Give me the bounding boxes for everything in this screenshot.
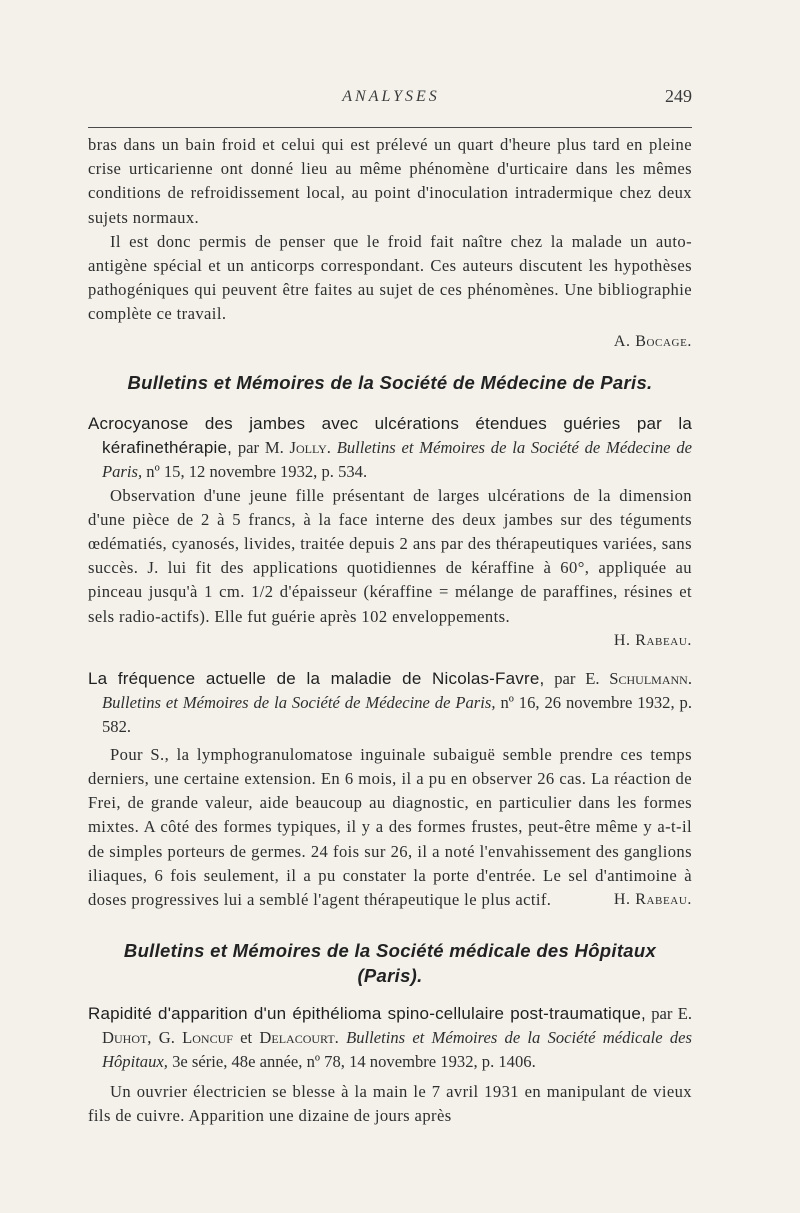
running-head: ANALYSES — [342, 88, 440, 105]
article1-title: Acrocyanose des jambes avec ulcérations étendues guéries par la kérafinethérapie, — [88, 413, 692, 457]
article2-citation — [88, 667, 692, 739]
section1-heading: Bulletins et Mémoires de la Société de Médecine de Paris. — [127, 371, 653, 393]
article3-author2-initial: G. — [158, 1028, 175, 1048]
article3-ref: 3e série, 48e année, nº 78, 14 novembre 1932, p. 1406. — [172, 1052, 536, 1072]
header-rule — [88, 127, 692, 128]
intro-signature: A. Bocage. — [613, 332, 692, 350]
article3-author2: Loncuf — [182, 1028, 233, 1048]
page-header — [90, 84, 692, 114]
section2-heading-line2: (Paris). — [357, 965, 423, 987]
article3-by: par E. — [651, 1004, 692, 1024]
article1-by: par M. — [237, 437, 284, 457]
intro-paragraph-2: Il est donc permis de penser que le froid fait naître chez la malade un auto-antigène spécial et un anticorps correspondant. Ces auteurs discutent les hypothèses pathogéniques qui peuvent être faites au sujet de ces phénomènes. Une bibliographie complète ce travail. — [88, 231, 692, 324]
article1-ref: nº 15, 12 novembre 1932, p. 534. — [146, 461, 368, 481]
article2-journal: Bulletins et Mémoires de la Société de Médecine de Paris, — [102, 692, 496, 712]
section2-heading-line1: Bulletins et Mémoires de la Société médicale des Hôpitaux — [123, 940, 657, 962]
article3-and: et — [240, 1028, 253, 1048]
article2-signature: H. Rabeau. — [613, 891, 692, 909]
page-number: 249 — [665, 86, 692, 106]
intro-paragraph-1: bras dans un bain froid et celui qui est prélevé un quart d'heure plus tard en pleine crise urticarienne ont donné lieu au même phénomène d'urticaire dans les mêmes conditions de refroidissement local, au point d'inoculation intradermique chez deux sujets normaux. — [88, 135, 692, 227]
article3-title: Rapidité d'apparition d'un épithélioma spino-cellulaire post-traumatique, — [88, 1004, 646, 1024]
article2-title: La fréquence actuelle de la maladie de Nicolas-Favre, — [88, 668, 545, 688]
article2-ref: nº 16, 26 novembre 1932, p. 582. — [102, 692, 693, 736]
article2-body: Pour S., la lymphogranulomatose inguinale subaiguë semble prendre ces temps derniers, une certaine extension. En 6 mois, il a pu en observer 26 cas. La réaction de Frei, de grande valeur, aide beaucoup au diagnostic, en particulier dans les formes mixtes. A côté des formes typiques, il y a des formes frustes, peut-être même y a-t-il de simples porteurs de germes. 24 fois sur 26, il a noté l'envahissement des ganglions iliaques, 6 fois seulement, il a pu constater la porte d'entrée. Le sel d'antimoine à doses progressives lui a semblé l'agent thérapeutique le plus actif. — [88, 744, 692, 910]
article3-author1: Duhot, — [102, 1028, 152, 1048]
article1-journal: Bulletins et Mémoires de la Société de Médecine de Paris, — [102, 437, 692, 481]
article1-author: Jolly. — [289, 437, 331, 457]
article2-author: Schulmann. — [609, 668, 692, 688]
article1-signature: H. Rabeau. — [613, 631, 692, 649]
article3-citation — [88, 1002, 692, 1074]
article3-author3: Delacourt. — [259, 1028, 339, 1048]
section2-heading — [88, 938, 692, 988]
article2-by: par E. — [554, 668, 600, 688]
article1-body: Observation d'une jeune fille présentant de larges ulcérations de la dimension d'une pièce de 2 à 5 francs, à la face interne des deux jambes sur des téguments œdématiés, cyanosés, livides, traitée depuis 2 ans par des thérapeutiques variées, sans succès. J. lui fit des applications quotidiennes de kéraffine à 60°, appliquée au pinceau jusqu'à 1 cm. 1/2 d'épaisseur (kéraffine = mélange de paraffines, résines et sels radio-actifs). Elle fut guérie après 102 enveloppements. — [88, 485, 692, 626]
article3-journal: Bulletins et Mémoires de la Société médicale des Hôpitaux, — [102, 1028, 692, 1072]
article1-citation — [88, 412, 692, 484]
page-content — [88, 133, 692, 1129]
article3-body: Un ouvrier électricien se blesse à la main le 7 avril 1931 en manipulant de vieux fils de cuivre. Apparition une dizaine de jours après — [88, 1082, 692, 1126]
